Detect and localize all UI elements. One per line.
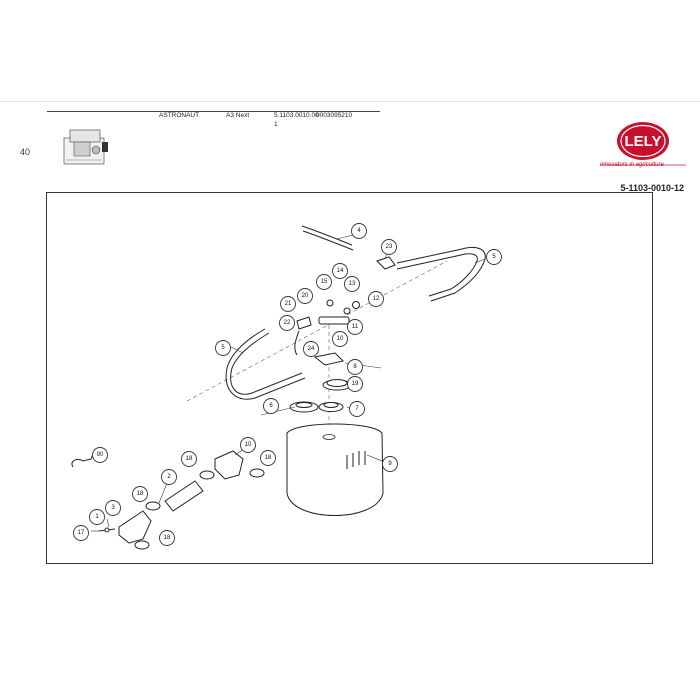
svg-text:9: 9	[388, 461, 392, 467]
lely-logo	[598, 118, 688, 178]
part-8-bracket	[315, 353, 343, 365]
callout-24	[304, 342, 319, 357]
part-16	[327, 300, 333, 306]
svg-text:5: 5	[492, 254, 496, 260]
page-top-divider	[0, 101, 700, 102]
part-10-elbow	[215, 451, 243, 479]
callout-18-c	[133, 487, 148, 502]
page-number: 40	[20, 147, 31, 157]
svg-text:20: 20	[301, 293, 309, 299]
callout-18-d	[160, 531, 175, 546]
svg-text:14: 14	[336, 268, 344, 274]
machine-thumbnail	[62, 124, 112, 170]
callout-18-a	[182, 452, 197, 467]
svg-text:90: 90	[96, 452, 104, 458]
part-22-hose	[295, 331, 299, 355]
part-18-clamp-b	[250, 469, 264, 477]
machine-name: ASTRONAUT	[159, 112, 200, 119]
part-12-tee	[319, 317, 349, 324]
svg-text:11: 11	[351, 324, 359, 330]
callout-17	[74, 526, 89, 541]
part-5-right-hose	[397, 247, 485, 301]
svg-text:1: 1	[95, 514, 99, 520]
svg-text:17: 17	[77, 530, 85, 536]
callout-19	[348, 377, 363, 392]
callout-12	[348, 320, 363, 335]
part-90-cable	[72, 449, 95, 467]
svg-text:18: 18	[163, 535, 171, 541]
part-3-elbow	[119, 511, 151, 543]
svg-text:2: 2	[167, 474, 171, 480]
brand-tagline: innovators in agriculture	[600, 162, 664, 168]
svg-text:3: 3	[111, 505, 115, 511]
svg-text:13: 13	[348, 281, 356, 287]
callout-1	[90, 510, 105, 525]
document-reference: 5.1103.0010.00	[274, 112, 319, 119]
svg-text:18: 18	[185, 456, 193, 462]
callout-15	[333, 264, 348, 279]
svg-text:8: 8	[353, 364, 357, 370]
callout-10	[241, 438, 256, 453]
callout-90	[93, 448, 108, 463]
part-15	[344, 308, 350, 314]
model-name: A3 Next	[226, 112, 250, 119]
svg-text:4: 4	[357, 228, 361, 234]
svg-text:21: 21	[284, 301, 292, 307]
callout-22	[280, 316, 295, 331]
part-18-clamp-a	[200, 471, 214, 479]
callout-20	[298, 289, 313, 304]
callout-14	[345, 277, 360, 292]
callout-5-right	[487, 250, 502, 265]
callout-8	[348, 360, 363, 375]
svg-text:7: 7	[355, 406, 359, 412]
drawing-number: 5-1103-0010-12	[620, 183, 684, 193]
document-code: 0003095210	[316, 112, 353, 119]
callout-3	[106, 501, 121, 516]
svg-text:19: 19	[351, 381, 359, 387]
header-line-two: 1	[274, 121, 278, 128]
svg-text:18: 18	[136, 491, 144, 497]
part-23-connector	[377, 257, 395, 269]
callout-21	[281, 297, 296, 312]
callout-4	[352, 224, 367, 239]
part-18-clamp-d	[135, 541, 149, 549]
callout-11	[333, 332, 348, 347]
callout-2	[162, 470, 177, 485]
part-4-pipe	[302, 226, 352, 245]
part-21	[297, 317, 311, 329]
callout-9	[383, 457, 398, 472]
part-2-tube	[165, 481, 203, 511]
callout-6	[264, 399, 279, 414]
callout-23	[382, 240, 397, 255]
callout-13	[369, 292, 384, 307]
svg-text:23: 23	[385, 244, 393, 250]
part-18-clamp-c	[146, 502, 160, 510]
callout-18-b	[261, 451, 276, 466]
svg-text:24: 24	[307, 346, 315, 352]
svg-text:12: 12	[372, 296, 380, 302]
callout-5-left	[216, 341, 231, 356]
exploded-view-drawing	[46, 192, 653, 564]
svg-text:15: 15	[320, 279, 328, 285]
svg-text:18: 18	[264, 455, 272, 461]
svg-text:10: 10	[244, 442, 252, 448]
part-5-left-hose	[231, 333, 302, 394]
svg-text:5: 5	[221, 345, 225, 351]
callout-16	[317, 275, 332, 290]
svg-text:22: 22	[283, 320, 291, 326]
svg-text:6: 6	[269, 403, 273, 409]
svg-text:10: 10	[336, 336, 344, 342]
part-13	[353, 302, 360, 309]
logo-text: LELY	[624, 133, 662, 150]
callout-7	[350, 402, 365, 417]
